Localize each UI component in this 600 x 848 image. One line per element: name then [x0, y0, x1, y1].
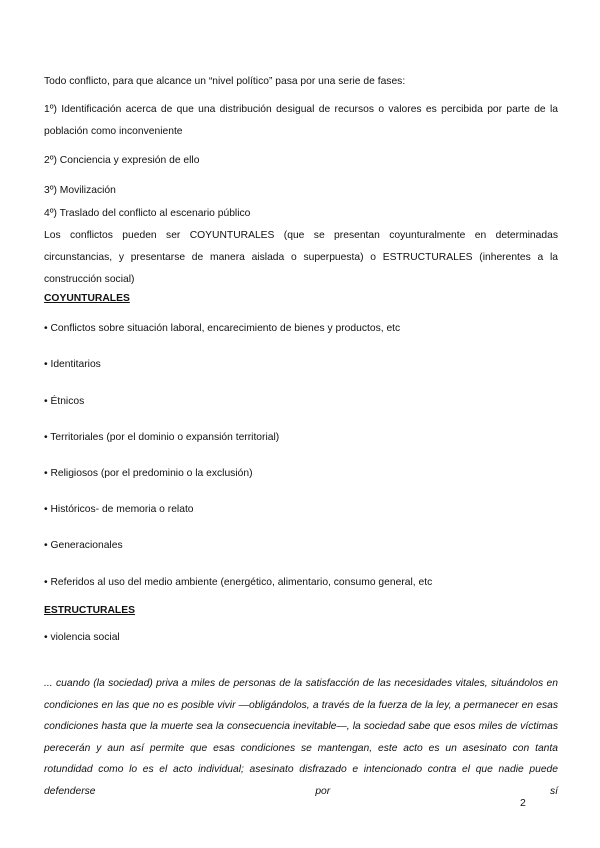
- phase-item: 2º) Conciencia y expresión de ello: [44, 155, 200, 166]
- coyunturales-heading: COYUNTURALES: [44, 293, 130, 304]
- phase-item: 3º) Movilización: [44, 185, 116, 196]
- page-number: 2: [520, 797, 526, 809]
- list-item: • Religiosos (por el predominio o la exclusión): [44, 468, 253, 479]
- list-item: • Étnicos: [44, 396, 85, 407]
- list-item: • Conflictos sobre situación laboral, encarecimiento de bienes y productos, etc: [44, 323, 401, 334]
- list-item: • Territoriales (por el dominio o expansión territorial): [44, 432, 280, 443]
- types-paragraph: Los conflictos pueden ser COYUNTURALES (que se presentan coyunturalmente en determinadas circunstancias, y presentarse de manera aislada o superpuesta) o ESTRUCTURALES (inherentes a la construcción social): [44, 230, 558, 285]
- list-item: • Identitarios: [44, 359, 101, 370]
- estructurales-heading: ESTRUCTURALES: [44, 605, 135, 616]
- list-item: • violencia social: [44, 632, 120, 643]
- phase-item: 4º) Traslado del conflicto al escenario público: [44, 208, 251, 219]
- quote-paragraph: ... cuando (la sociedad) priva a miles de personas de la satisfacción de las necesidades vitales, situándolos en condiciones en las que no es posible vivir —obligándolos, a través de la fuerza de la ley, a permanecer en esas condiciones hasta que la muerte sea la consecuencia inevitable—, la sociedad sabe que esos miles de víctimas perecerán y aun así permite que esas condiciones se mantengan, este acto es un asesinato con tanta rotundidad como lo es el acto individual; asesinato disfrazado e intencionado contra el que nadie puede defenderse por sí: [44, 678, 558, 797]
- list-item: • Referidos al uso del medio ambiente (energético, alimentario, consumo general, etc: [44, 577, 433, 588]
- list-item: • Generacionales: [44, 540, 123, 551]
- phase-item: 1º) Identificación acerca de que una distribución desigual de recursos o valores es percibida por parte de la población como inconveniente: [44, 104, 558, 137]
- intro-text: Todo conflicto, para que alcance un “nivel político” pasa por una serie de fases:: [44, 76, 406, 87]
- list-item: • Históricos- de memoria o relato: [44, 504, 194, 515]
